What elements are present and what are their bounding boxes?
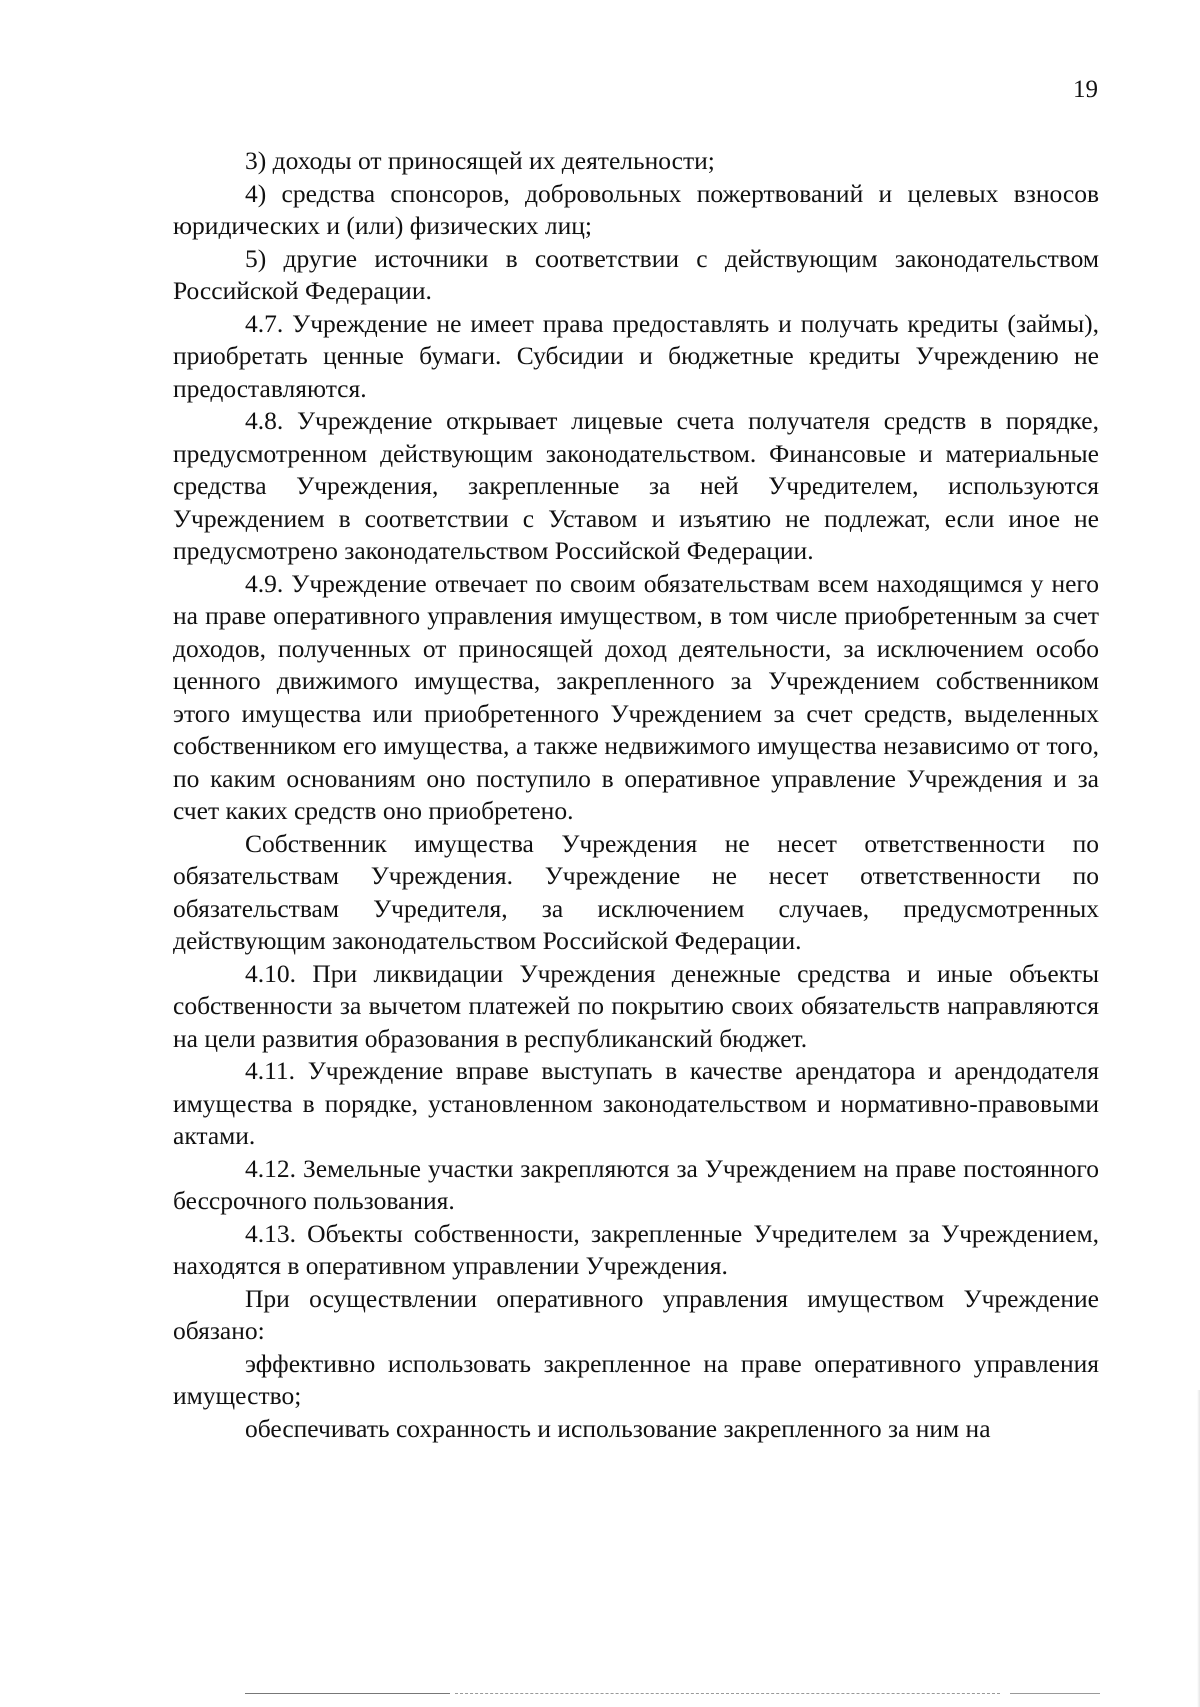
paragraph-income-item-4: 4) средства спонсоров, добровольных пожертвований и целевых взносов юридических и (или) физических лиц;: [173, 178, 1099, 240]
paragraph-owner-liability: Собственник имущества Учреждения не несет ответственности по обязательствам Учреждения. Учреждение не несет ответственности по обязательствам Учредителя, за исключением случаев, предусмотренных действующим законодательством Российской Федерации.: [173, 828, 1099, 955]
paragraph-clause-4-10: 4.10. При ликвидации Учреждения денежные средства и иные объекты собственности за вычетом платежей по покрытию своих обязательств направляются на цели развития образования в республиканский бюджет.: [173, 958, 1099, 1053]
paragraph-obligation-effective-use: эффективно использовать закрепленное на праве оперативного управления имущество;: [173, 1348, 1099, 1410]
paragraph-clause-4-7: 4.7. Учреждение не имеет права предоставлять и получать кредиты (займы), приобретать ценные бумаги. Субсидии и бюджетные кредиты Учреждению не предоставляются.: [173, 308, 1099, 403]
paragraph-income-item-3: 3) доходы от приносящей их деятельности;: [245, 146, 715, 175]
footer-rule-middle: [455, 1693, 1000, 1694]
document-body: [173, 145, 1099, 1445]
paragraph-clause-4-9: 4.9. Учреждение отвечает по своим обязательствам всем находящимся у него на праве оперативного управления имуществом, в том числе приобретенным за счет доходов, полученных от приносящей доход деятельности, за исключением особо ценного движимого имущества, закрепленного за Учреждением собственником этого имущества или приобретенного Учреждением за счет средств, выделенных собственником его имущества, а также недвижимого имущества независимо от того, по каким основаниям оно поступило в оперативное управление Учреждения и за счет каких средств оно приобретено.: [173, 568, 1099, 825]
footer-rule-right: [1010, 1693, 1100, 1694]
paragraph-income-item-5: 5) другие источники в соответствии с действующим законодательством Российской Федерации.: [173, 243, 1099, 305]
paragraph-clause-4-8: 4.8. Учреждение открывает лицевые счета получателя средств в порядке, предусмотренном действующим законодательством. Финансовые и материальные средства Учреждения, закрепленные за ней Учредителем, используются Учреждением в соответствии с Уставом и изъятию не подлежат, если иное не предусмотрено законодательством Российской Федерации.: [173, 406, 1099, 565]
paragraph-clause-4-11: 4.11. Учреждение вправе выступать в качестве арендатора и арендодателя имущества в порядке, установленном законодательством и нормативно-правовыми актами.: [173, 1056, 1099, 1150]
paragraph-obligation-preservation: обеспечивать сохранность и использование закрепленного за ним на: [245, 1413, 991, 1443]
paragraph-obligations-intro: При осуществлении оперативного управления имуществом Учреждение обязано:: [173, 1283, 1099, 1345]
paragraph-clause-4-13: 4.13. Объекты собственности, закрепленные Учредителем за Учреждением, находятся в оперативном управлении Учреждения.: [173, 1218, 1099, 1280]
footer-rule-left: [245, 1693, 450, 1694]
paragraph-clause-4-12: 4.12. Земельные участки закрепляются за Учреждением на праве постоянного бессрочного пользования.: [173, 1153, 1099, 1215]
page-number: 19: [1073, 76, 1098, 103]
